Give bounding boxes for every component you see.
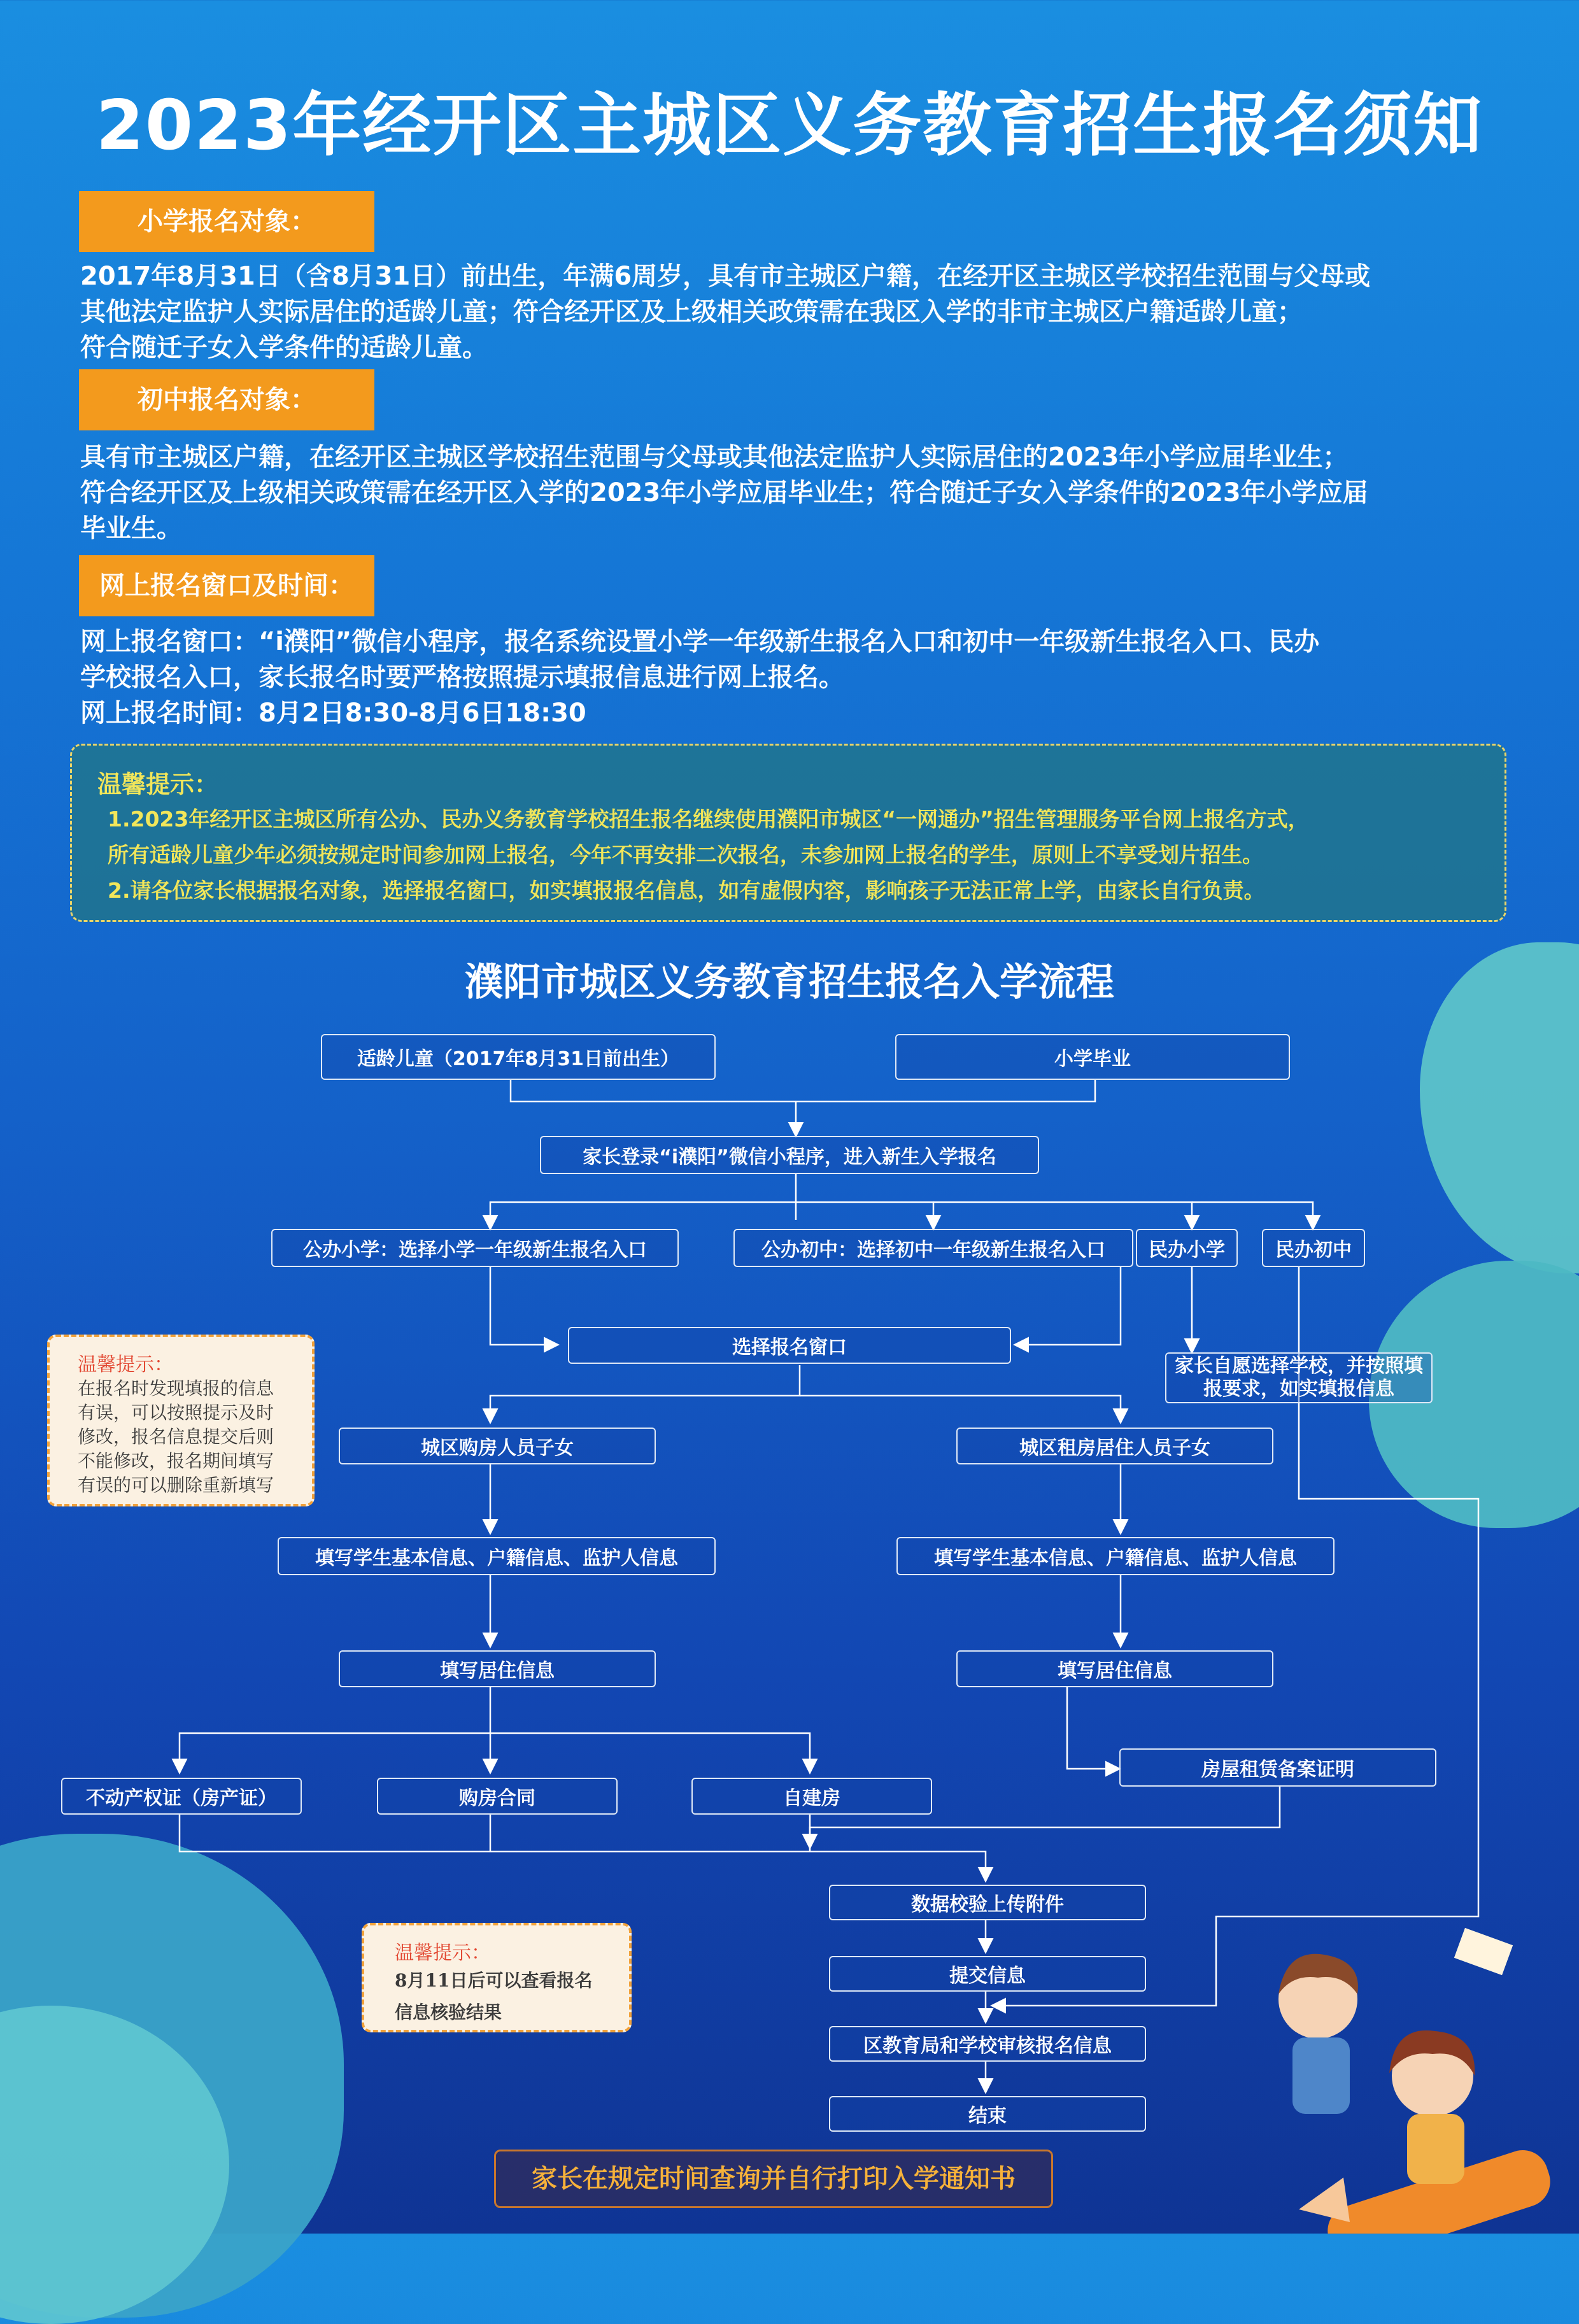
middle-line: 符合经开区及上级相关政策需在经开区入学的2023年小学应届毕业生；符合随迁子女入学条件的2023年小学应届 [80,478,1368,507]
flow-node-choose: 选择报名窗口 [568,1327,1011,1364]
tip-left [47,1335,315,1506]
tip-left-line: 有误，可以按照提示及时 [78,1402,274,1423]
bottom-notice-bar: 家长在规定时间查询并自行打印入学通知书 [494,2150,1053,2208]
primary-tag: 小学报名对象： [79,191,374,252]
online-line: 学校报名入口，家长报名时要严格按照提示填报信息进行网上报名。 [80,663,844,692]
primary-line: 其他法定监护人实际居住的适龄儿童；符合经开区及上级相关政策需在我区入学的非市主城区户籍适龄儿童； [80,297,1303,327]
middle-text [80,439,1513,546]
flow-node-rent: 城区租房居住人员子女 [956,1428,1273,1464]
online-text [80,624,1513,731]
tip-bottom-line: 8月11日后可以查看报名 [395,1970,593,1991]
notice-box [70,744,1506,922]
notice-line: 2.请各位家长根据报名对象，选择报名窗口，如实填报报名信息，如有虚假内容，影响孩子无法正常上学，由家长自行负责。 [108,878,1265,903]
flow-node-pub-middle: 公办初中：选择初中一年级新生报名入口 [733,1229,1133,1267]
flow-node-fill-basic-right: 填写学生基本信息、户籍信息、监护人信息 [896,1537,1335,1575]
notice-title: 温馨提示： [97,770,219,798]
flow-node-buy: 城区购房人员子女 [339,1428,656,1464]
flow-node-lease: 房屋租赁备案证明 [1119,1748,1436,1787]
middle-line: 毕业生。 [80,514,182,543]
primary-line: 2017年8月31日（含8月31日）前出生，年满6周岁，具有市主城区户籍，在经开区主城区学校招生范围与父母或 [80,262,1371,291]
online-line: 网上报名时间：8月2日8:30-8月6日18:30 [80,698,586,728]
notice-line: 1.2023年经开区主城区所有公办、民办义务教育学校招生报名继续使用濮阳市城区“一网通办”招生管理服务平台网上报名方式， [108,807,1309,832]
tip-left-line: 有误的可以删除重新填写 [78,1475,274,1496]
flow-node-fill-res-right: 填写居住信息 [956,1650,1273,1687]
flow-node-verify: 数据校验上传附件 [829,1885,1146,1920]
tip-left-line: 在报名时发现填报的信息 [78,1378,274,1399]
flow-node-grad: 小学毕业 [895,1034,1290,1080]
primary-text [80,259,1513,365]
middle-line: 具有市主城区户籍，在经开区主城区学校招生范围与父母或其他法定监护人实际居住的2023年小学应届毕业生； [80,443,1349,472]
primary-line: 符合随迁子女入学条件的适龄儿童。 [80,333,488,362]
middle-tag: 初中报名对象： [79,369,374,430]
tip-bottom-title: 温馨提示： [395,1942,490,1964]
online-line: 网上报名窗口：“i濮阳”微信小程序，报名系统设置小学一年级新生报名入口和初中一年级新生报名入口、民办 [80,627,1320,656]
flow-node-review: 区教育局和学校审核报名信息 [829,2026,1146,2062]
flow-node-fill-basic-left: 填写学生基本信息、户籍信息、监护人信息 [278,1537,716,1575]
flow-node-selfbuilt: 自建房 [691,1778,932,1815]
flow-node-deed: 不动产权证（房产证） [61,1778,302,1815]
tip-bottom [362,1923,632,2032]
flow-node-login: 家长登录“i濮阳”微信小程序，进入新生入学报名 [540,1136,1039,1174]
notice-line: 所有适龄儿童少年必须按规定时间参加网上报名，今年不再安排二次报名，未参加网上报名的学生，原则上不享受划片招生。 [108,842,1263,867]
page-title: 2023年经开区主城区义务教育招生报名须知 [96,86,1483,166]
flow-title: 濮阳市城区义务教育招生报名入学流程 [465,960,1114,1005]
online-tag: 网上报名窗口及时间： [79,555,374,616]
flow-node-fill-res-left: 填写居住信息 [339,1650,656,1687]
flow-node-priv-choose: 家长自愿选择学校，并按照填报要求，如实填报信息 [1165,1352,1433,1403]
tip-bottom-line: 信息核验结果 [395,2002,502,2023]
flow-node-priv-middle: 民办初中 [1262,1229,1365,1267]
tip-left-line: 不能修改，报名期间填写 [78,1450,274,1471]
flow-node-pub-primary: 公办小学：选择小学一年级新生报名入口 [271,1229,679,1267]
kids-illustration [1222,1923,1579,2234]
flow-node-end: 结束 [829,2096,1146,2132]
tip-left-line: 修改，报名信息提交后则 [78,1426,274,1447]
flow-node-contract: 购房合同 [377,1778,618,1815]
flow-node-child: 适龄儿童（2017年8月31日前出生） [321,1034,716,1080]
flow-node-priv-primary: 民办小学 [1136,1229,1238,1267]
tip-left-title: 温馨提示： [78,1354,173,1376]
flow-node-submit: 提交信息 [829,1956,1146,1992]
